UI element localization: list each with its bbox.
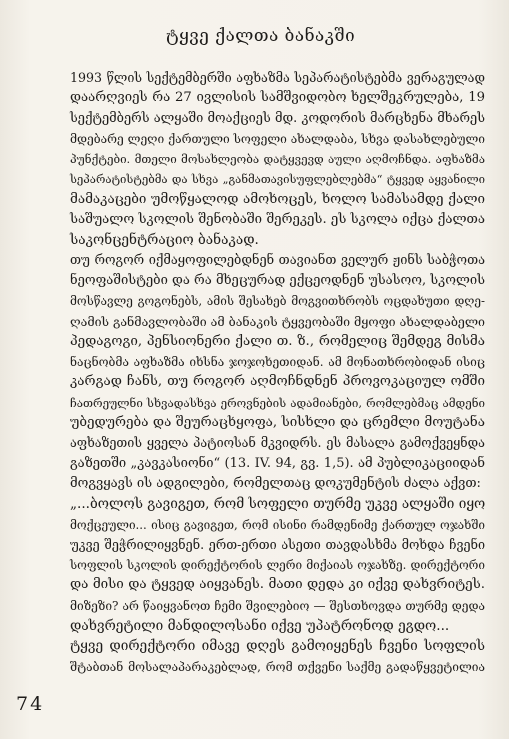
text-line: დაარღვიეს რა 27 ივლისის სამშვიდობო ხელშეკრულება, 19 (70, 90, 485, 106)
text-line: მამაკაცები უმოწყალოდ ამოხოცეს, ხოლო სამასამდე ქალი (70, 191, 485, 207)
text-line: მოქცეული... ისიც გავიგეთ, რომ ისინი რამდენიმე ქართულ ოჯახში (70, 517, 485, 532)
chapter-title: ტყვე ქალთა ბანაკში (165, 26, 356, 46)
text-line: ჩათრეულნი სხვადასხვა ეროვნების ადამიანები, რომლებმაც ამდენი (70, 395, 485, 410)
paragraph-3 (36, 494, 485, 636)
text-line: პუნქტები. მთელი მოსახლეობა დატყვევდ აული აღმოჩნდა. აფხაზმა (70, 152, 485, 167)
paragraph-2 (36, 251, 485, 495)
text-line: ნეოფაშისტები და რა მხეცურად ექცეოდნენ უსასოო, სკოლის (70, 272, 485, 288)
text-line: ნაცნობმა აფხაზმა იხსნა ჯოჯოხეთიდან. ამ მონათხრობიდან ისიც (70, 355, 485, 370)
text-line: მოსწავლე გოგონებს, ამის შესახებ მოგვითხრობს ოცდახუთი დღე- (70, 294, 485, 309)
text-line: კარგად ჩანს, თუ როგორ აღმოჩნდნენ პროვოკაციულ ომში (70, 374, 485, 390)
text-line: მდებარე ლეღი ქართული სოფელი ახალდაბა, სხვა დასახლებული (70, 131, 485, 146)
text-line: საკონცენტრაციო ბანაკად. (70, 232, 259, 249)
text-line: პედაგოგი, პენსიონერი ქალი თ. ზ., რომელიც შემდეგ მისმა (70, 333, 485, 349)
text-line: სოფლის სკოლის დირექტორის ლერი მიქაიას ოჯახზე. დირექტორი (70, 558, 485, 573)
text-line: აფხაზეთის ყველა პატიოსან მკვიდრს. ეს მასალა გამოქვეყნდა (70, 435, 485, 451)
page-number: 74 (16, 693, 45, 715)
text-line: 1993 წლის სექტემბერში აფხაზმა სეპარატისტებმა ვერაგულად (70, 70, 485, 85)
text-line: საშუალო სკოლის შენობაში შერეკეს. ეს სკოლა იქცა ქალთა (70, 212, 485, 228)
text-line: ტყვე დირექტორი იმავე დღეს გამოიყენეს ჩვენი სოფლის (70, 638, 485, 655)
text-line: სექტემბერს ალყაში მოაქციეს მდ. კოდორის მარცხენა მხარეს (70, 110, 485, 126)
text-line: შტაბთან მოსალაპარაკებლად, რომ თქვენი საქმე გადაწყვეტილია (70, 659, 485, 674)
body-text (36, 68, 485, 677)
text-line: და მისი და ტყვედ აიყვანეს. მათი დედა კი იქვე დახვრიტეს. (70, 577, 485, 593)
text-line: მოგვყავს ის ადგილები, რომელთაც დოკუმენტის ძალა აქვთ: (70, 475, 481, 491)
text-line: მიზეზი? არ წაიყვანოთ ჩემი შვილებიო — შესთხოვდა თურმე დედა (70, 598, 485, 613)
text-line: ღამის განმავლობაში ამ ბანაკის ტყვეობაში მყოფი ახალდაბელი (70, 313, 485, 329)
text-line: „...ბოლოს გავიგეთ, რომ სოფელი თურმე უკვე ალყაში იყო (70, 496, 485, 513)
text-line: უკვე შეჭრილიყვნენ. ერთ-ერთი ასეთი თავდასხმა მოხდა ჩვენი (70, 536, 485, 552)
text-line: სეპარატისტებმა და სხვა „განმათავისუფლებლებმა“ ტყვედ აყვანილი (70, 172, 485, 187)
paragraph-4 (36, 636, 485, 677)
text-line: თუ როგორ იქმაყოფილებდნენ თავიანთ ველურ ჟინს საბჭოთა (70, 252, 485, 268)
text-line: გაზეთში „კავკასიონი“ (13. IV. 94, გვ. 1,5). ამ პუბლიკაციიდან (70, 455, 485, 471)
text-line: დახვრეტილი მანდილოსანი იქვე უპატრონოდ ეგდო... (70, 618, 450, 635)
text-line: უბედურება და შეურაცხყოფა, სისხლი და ცრემლი მოუტანა (70, 415, 485, 431)
paragraph-1 (36, 68, 485, 251)
